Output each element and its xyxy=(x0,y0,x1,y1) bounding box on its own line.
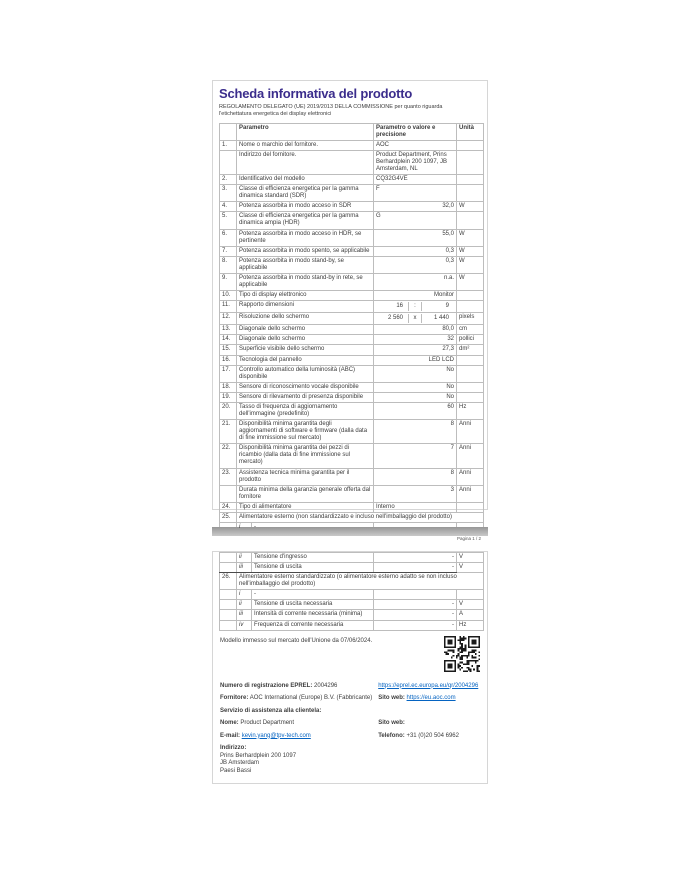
row-span-cell: Alimentatore esterno standardizzato (o alimentatore esterno adatto se non incluso nell'imballaggio del prodotto) xyxy=(237,573,484,590)
row-label-cell: - xyxy=(252,523,374,533)
row-value-cell xyxy=(374,590,457,600)
table-row xyxy=(220,202,484,212)
row-number-cell: 10. xyxy=(220,291,237,301)
row-number-cell: 16. xyxy=(220,355,237,365)
row-unit-cell: V xyxy=(457,563,484,573)
row-value-cell: F xyxy=(374,185,457,202)
table-row xyxy=(220,325,484,335)
row-unit-cell: Anni xyxy=(457,420,484,444)
row-number-cell: 22. xyxy=(220,444,237,468)
row-unit-cell: A xyxy=(457,610,484,620)
row-value-cell: Interno xyxy=(374,502,457,512)
row-value-cell: n.a. xyxy=(374,273,457,290)
row-unit-cell: Hz xyxy=(457,402,484,419)
row-label-cell: Tipo di display elettronico xyxy=(237,291,374,301)
row-unit-cell: Hz xyxy=(457,620,484,630)
row-label-cell: Sensore di rilevamento di presenza disponibile xyxy=(237,392,374,402)
table-row xyxy=(220,444,484,468)
table-row xyxy=(220,301,484,313)
row-number-cell: 25. xyxy=(220,512,237,522)
row-value-cell: Product Department, Prins Berhardplein 200 1097, JB Amsterdam, NL xyxy=(374,150,457,174)
row-number-cell: 13. xyxy=(220,325,237,335)
row-value-cell: 3 xyxy=(374,485,457,502)
row-unit-cell: W xyxy=(457,229,484,246)
table-row xyxy=(220,150,484,174)
row-number-cell: 20. xyxy=(220,402,237,419)
row-number-cell: 23. xyxy=(220,468,237,485)
row-label-cell: Rapporto dimensioni xyxy=(237,301,374,313)
regulation-subtitle-line2: l'etichettatura energetica dei display elettronici xyxy=(219,111,332,118)
table-row xyxy=(220,365,484,382)
model-market-section xyxy=(219,631,481,676)
row-subindex-cell: ii xyxy=(237,600,252,610)
row-unit-cell xyxy=(457,212,484,229)
row-label-cell: Classe di efficienza energetica per la gamma dinamica standard (SDR) xyxy=(237,185,374,202)
row-unit-cell xyxy=(457,301,484,313)
sito-web-link[interactable]: https://eu.aoc.com xyxy=(406,695,456,702)
row-value-cell: Monitor xyxy=(374,291,457,301)
table-row xyxy=(220,402,484,419)
table-row xyxy=(220,610,484,620)
value-separator: : xyxy=(408,302,422,311)
row-unit-cell xyxy=(457,185,484,202)
row-unit-cell: pollici xyxy=(457,335,484,345)
row-number-cell xyxy=(220,620,237,630)
row-label-cell: Tasso di frequenza di aggiornamento dell'immagine (predefinito) xyxy=(237,402,374,419)
value-separator: x xyxy=(408,314,422,323)
row-label-cell: Tipo di alimentatore xyxy=(237,502,374,512)
row-number-cell: 15. xyxy=(220,345,237,355)
servizio-row xyxy=(220,708,480,716)
model-market-note: Modello immesso sul mercato dell'Unione da 07/06/2024. xyxy=(220,637,373,644)
address-line-2: JB Amsterdam xyxy=(220,760,260,767)
row-unit-cell: V xyxy=(457,553,484,563)
row-number-cell: 1. xyxy=(220,140,237,150)
row-label-cell: Classe di efficienza energetica per la gamma dinamica ampia (HDR) xyxy=(237,212,374,229)
table-row xyxy=(220,468,484,485)
row-unit-cell xyxy=(457,365,484,382)
table-row xyxy=(220,502,484,512)
value-part: 9 xyxy=(445,303,449,310)
row-subindex-cell: iv xyxy=(237,620,252,630)
eprel-row xyxy=(220,683,480,691)
table-row xyxy=(220,291,484,301)
row-number-cell xyxy=(220,553,237,563)
value-part: 1 440 xyxy=(433,315,449,322)
regulation-subtitle xyxy=(219,104,481,118)
row-number-cell: 21. xyxy=(220,420,237,444)
row-unit-cell xyxy=(457,291,484,301)
row-label-cell: Potenza assorbita in modo spento, se applicabile xyxy=(237,246,374,256)
row-number-cell: 5. xyxy=(220,212,237,229)
row-number-cell: 19. xyxy=(220,392,237,402)
sito-web2-label: Sito web: xyxy=(378,720,405,727)
row-label-cell: Tensione di uscita necessaria xyxy=(252,600,374,610)
row-unit-cell xyxy=(457,502,484,512)
row-value-cell: 60 xyxy=(374,402,457,419)
table-row xyxy=(220,335,484,345)
row-number-cell: 2. xyxy=(220,175,237,185)
table-row xyxy=(220,246,484,256)
table-row xyxy=(220,620,484,630)
row-unit-cell: Anni xyxy=(457,468,484,485)
row-value-cell: 8 xyxy=(374,468,457,485)
table-row xyxy=(220,229,484,246)
table-row xyxy=(220,256,484,273)
row-value-cell: - xyxy=(374,600,457,610)
table-row xyxy=(220,573,484,590)
row-number-cell xyxy=(220,590,237,600)
row-number-cell: 6. xyxy=(220,229,237,246)
regulation-subtitle-line1: REGOLAMENTO DELEGATO (UE) 2019/2013 DELLA COMMISSIONE per quanto riguarda xyxy=(219,104,443,111)
table-row xyxy=(220,273,484,290)
row-unit-cell: W xyxy=(457,256,484,273)
row-label-cell: Diagonale dello schermo xyxy=(237,325,374,335)
row-value-cell: 7 xyxy=(374,444,457,468)
row-value-cell: 0,3 xyxy=(374,246,457,256)
fornitore-label: Fornitore: xyxy=(220,695,249,702)
row-label-cell: - xyxy=(252,590,374,600)
row-unit-cell: cm xyxy=(457,325,484,335)
telefono-value: +31 (0)20 504 6962 xyxy=(406,732,459,739)
servizio-label: Servizio di assistenza alla clientela: xyxy=(220,707,322,714)
row-label-cell: Tensione d'ingresso xyxy=(252,553,374,563)
nome-value: Product Department xyxy=(240,720,295,727)
table-row xyxy=(220,185,484,202)
row-number-cell: 26. xyxy=(220,573,237,590)
table-row xyxy=(220,313,484,325)
eprel-number: 2004296 xyxy=(314,682,338,689)
row-value-cell: AOC xyxy=(374,140,457,150)
row-label-cell: Controllo automatico della luminosità (ABC) disponibile xyxy=(237,365,374,382)
address-line-3: Paesi Bassi xyxy=(220,767,252,774)
parameter-table-continued xyxy=(219,552,484,631)
row-value-cell: G xyxy=(374,212,457,229)
header-unita: Unità xyxy=(457,123,484,140)
row-unit-cell: W xyxy=(457,273,484,290)
row-number-cell: 4. xyxy=(220,202,237,212)
row-value-cell: CQ32G4VE xyxy=(374,175,457,185)
value-part: 2 560 xyxy=(387,315,403,322)
row-unit-cell: pixels xyxy=(457,313,484,325)
header-valore: Parametro o valore e precisione xyxy=(374,123,457,140)
table-row xyxy=(220,212,484,229)
row-number-cell: 18. xyxy=(220,382,237,392)
row-number-cell: 9. xyxy=(220,273,237,290)
row-label-cell: Potenza assorbita in modo stand-by, se applicabile xyxy=(237,256,374,273)
row-unit-cell: Anni xyxy=(457,485,484,502)
table-row xyxy=(220,140,484,150)
row-unit-cell xyxy=(457,590,484,600)
table-row xyxy=(220,553,484,563)
row-unit-cell: V xyxy=(457,600,484,610)
row-value-cell: 32,0 xyxy=(374,202,457,212)
row-unit-cell xyxy=(457,150,484,174)
row-number-cell: 17. xyxy=(220,365,237,382)
page-1 xyxy=(212,80,488,542)
row-number-cell: 3. xyxy=(220,185,237,202)
page-number-footer: Pagina 1 / 2 xyxy=(456,536,481,542)
row-value-cell: No xyxy=(374,392,457,402)
row-value-cell: 55,0 xyxy=(374,229,457,246)
indirizzo-row xyxy=(220,745,480,775)
fornitore-value: AOC International (Europe) B.V. (Fabbricante) xyxy=(249,695,373,702)
nome-label: Nome: xyxy=(220,720,239,727)
row-value-cell: LED LCD xyxy=(374,355,457,365)
row-number-cell: 14. xyxy=(220,335,237,345)
row-label-cell: Nome o marchio del fornitore. xyxy=(237,140,374,150)
row-subindex-cell: iii xyxy=(237,563,252,573)
fornitore-row xyxy=(220,695,480,703)
row-label-cell: Potenza assorbita in modo stand-by in rete, se applicabile xyxy=(237,273,374,290)
table-row xyxy=(220,175,484,185)
row-label-cell: Assistenza tecnica minima garantita per il prodotto xyxy=(237,468,374,485)
table-row xyxy=(220,392,484,402)
page-title: Scheda informativa del prodotto xyxy=(219,86,413,101)
row-value-cell: 27,3 xyxy=(374,345,457,355)
table-row xyxy=(220,420,484,444)
table-row xyxy=(220,355,484,365)
table-row xyxy=(220,600,484,610)
row-label-cell: Disponibilità minima garantita degli aggiornamenti di software e firmware (dalla data di fine immissione sul mercato) xyxy=(237,420,374,444)
row-subindex-cell: i xyxy=(237,523,252,533)
row-value-cell: 0,3 xyxy=(374,256,457,273)
row-label-cell: Indirizzo del fornitore. xyxy=(237,150,374,174)
header-empty-cell xyxy=(220,123,237,140)
row-number-cell xyxy=(220,485,237,502)
row-value-cell: 32 xyxy=(374,335,457,345)
row-span-cell: Alimentatore esterno (non standardizzato e incluso nell'imballaggio del prodotto) xyxy=(237,512,484,522)
row-label-cell: Potenza assorbita in modo acceso in SDR xyxy=(237,202,374,212)
value-part: 16 xyxy=(396,303,403,310)
row-value-cell xyxy=(374,301,457,313)
row-unit-cell: dm² xyxy=(457,345,484,355)
row-unit-cell: W xyxy=(457,246,484,256)
header-parametro: Parametro xyxy=(237,123,374,140)
row-number-cell: 24. xyxy=(220,502,237,512)
row-number-cell: 7. xyxy=(220,246,237,256)
row-label-cell: Tecnologia del pannello xyxy=(237,355,374,365)
email-link[interactable]: kevin.yang@tpv-tech.com xyxy=(241,732,311,739)
row-label-cell: Frequenza di corrente necessaria xyxy=(252,620,374,630)
contact-section xyxy=(219,676,481,780)
table-row xyxy=(220,512,484,522)
table-header-row xyxy=(220,123,484,140)
row-subindex-cell: iii xyxy=(237,610,252,620)
table-row xyxy=(220,345,484,355)
row-label-cell: Disponibilità minima garantita dei pezzi di ricambio (dalla data di fine immissione sul mercato) xyxy=(237,444,374,468)
table-row xyxy=(220,485,484,502)
row-unit-cell xyxy=(457,355,484,365)
row-value-cell xyxy=(374,313,457,325)
row-number-cell xyxy=(220,610,237,620)
row-unit-cell: Anni xyxy=(457,444,484,468)
row-value-cell: No xyxy=(374,365,457,382)
row-value-cell: No xyxy=(374,382,457,392)
row-label-cell: Identificativo del modello xyxy=(237,175,374,185)
eprel-label: Numero di registrazione EPREL: xyxy=(220,682,313,689)
table-row xyxy=(220,382,484,392)
email-label: E-mail: xyxy=(220,732,241,739)
row-label-cell: Superficie visibile dello schermo xyxy=(237,345,374,355)
row-number-cell xyxy=(220,563,237,573)
row-unit-cell xyxy=(457,382,484,392)
table-row xyxy=(220,590,484,600)
eprel-qr-link[interactable]: https://eprel.ec.europa.eu/qr/2004296 xyxy=(378,682,479,689)
row-subindex-cell: i xyxy=(237,590,252,600)
indirizzo-label: Indirizzo: xyxy=(220,745,247,752)
row-label-cell: Risoluzione dello schermo xyxy=(237,313,374,325)
row-value-cell: - xyxy=(374,620,457,630)
address-line-1: Prins Berhardplein 200 1097 xyxy=(220,752,297,759)
sito-web-label: Sito web: xyxy=(378,695,405,702)
row-unit-cell xyxy=(457,175,484,185)
parameter-table xyxy=(219,123,484,534)
row-label-cell: Tensione di uscita xyxy=(252,563,374,573)
row-subindex-cell: ii xyxy=(237,553,252,563)
row-number-cell: 12. xyxy=(220,313,237,325)
row-number-cell xyxy=(220,600,237,610)
row-label-cell: Durata minima della garanzia generale offerta dal fornitore xyxy=(237,485,374,502)
row-value-cell: - xyxy=(374,610,457,620)
row-number-cell: 8. xyxy=(220,256,237,273)
row-value-cell: - xyxy=(374,553,457,563)
row-value-cell: 80,0 xyxy=(374,325,457,335)
qr-code-image xyxy=(444,636,480,672)
row-value-cell: - xyxy=(374,563,457,573)
nome-row xyxy=(220,720,480,728)
table-row xyxy=(220,563,484,573)
row-label-cell: Intensità di corrente necessaria (minima) xyxy=(252,610,374,620)
email-row xyxy=(220,733,480,741)
row-unit-cell xyxy=(457,140,484,150)
page-2 xyxy=(212,551,488,784)
row-number-cell xyxy=(220,150,237,174)
row-number-cell: 11. xyxy=(220,301,237,313)
row-label-cell: Diagonale dello schermo xyxy=(237,335,374,345)
row-unit-cell: W xyxy=(457,202,484,212)
row-unit-cell xyxy=(457,392,484,402)
row-label-cell: Potenza assorbita in modo acceso in HDR, se pertinente xyxy=(237,229,374,246)
row-label-cell: Sensore di riconoscimento vocale disponibile xyxy=(237,382,374,392)
row-value-cell: 8 xyxy=(374,420,457,444)
telefono-label: Telefono: xyxy=(378,732,405,739)
